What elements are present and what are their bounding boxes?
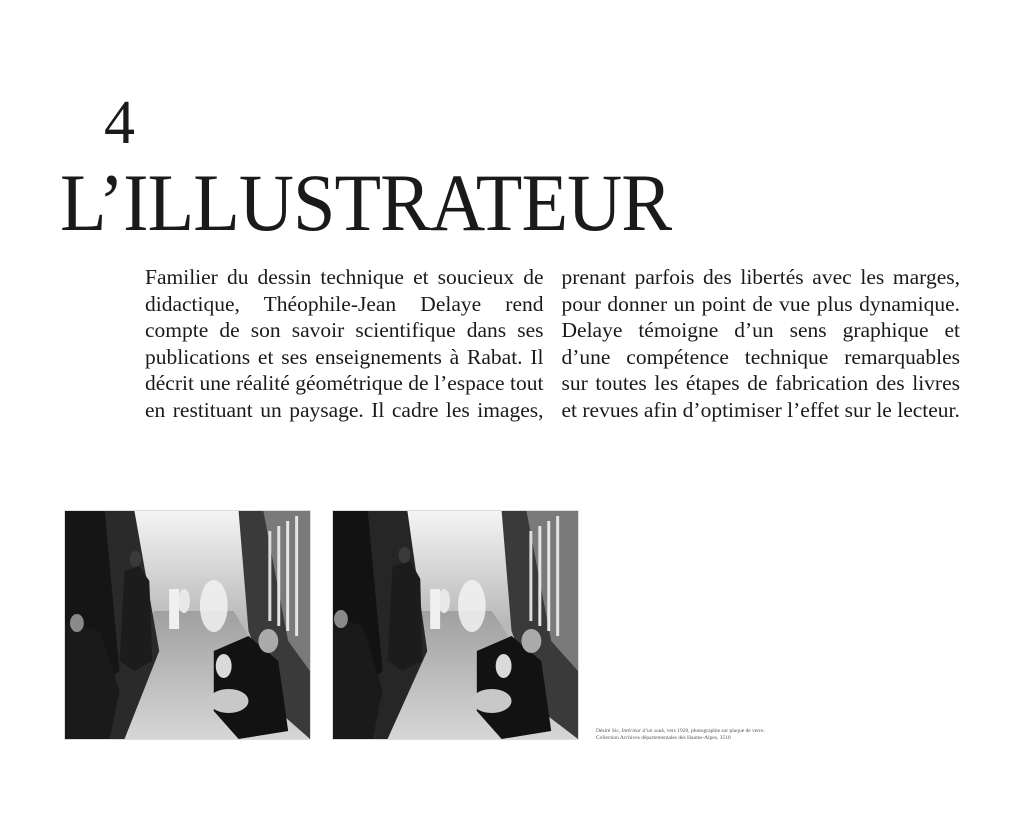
chapter-number: 4 (104, 89, 135, 157)
body-text: Familier du dessin technique et soucieux de didactique, Théophile-Jean Delaye rend compte de son savoir scientifique dans ses publications et ses enseignements à Rabat. Il décrit une réalité géométrique de l’espace tout en restituant un paysage. Il cadre les images, prenant parfois des libertés avec les marges, pour donner un point de vue plus dynamique. Delaye témoigne d’un sens graphique et d’une compétence technique remarquables sur toutes les étapes de fabrication des livres et revues afin d’optimiser l’effet sur le lecteur. (145, 265, 960, 422)
stereo-photograph-pair (64, 510, 579, 738)
caption-details: vers 1920, photographie sur plaque de verre. (666, 728, 765, 734)
chapter-title: L’ILLUSTRATEUR (60, 157, 672, 248)
caption-author: Désiré Sic, (596, 728, 621, 734)
caption-collection: Collection Archives départementales des Hautes-Alpes, 3518 (596, 735, 731, 741)
photo-caption (596, 728, 856, 742)
souk-photo-left-image (65, 511, 310, 739)
souk-photo-right (332, 510, 579, 740)
souk-photo-right-image (333, 511, 578, 739)
souk-photo-left (64, 510, 311, 740)
caption-title: Intérieur d’un souk, (621, 728, 666, 734)
